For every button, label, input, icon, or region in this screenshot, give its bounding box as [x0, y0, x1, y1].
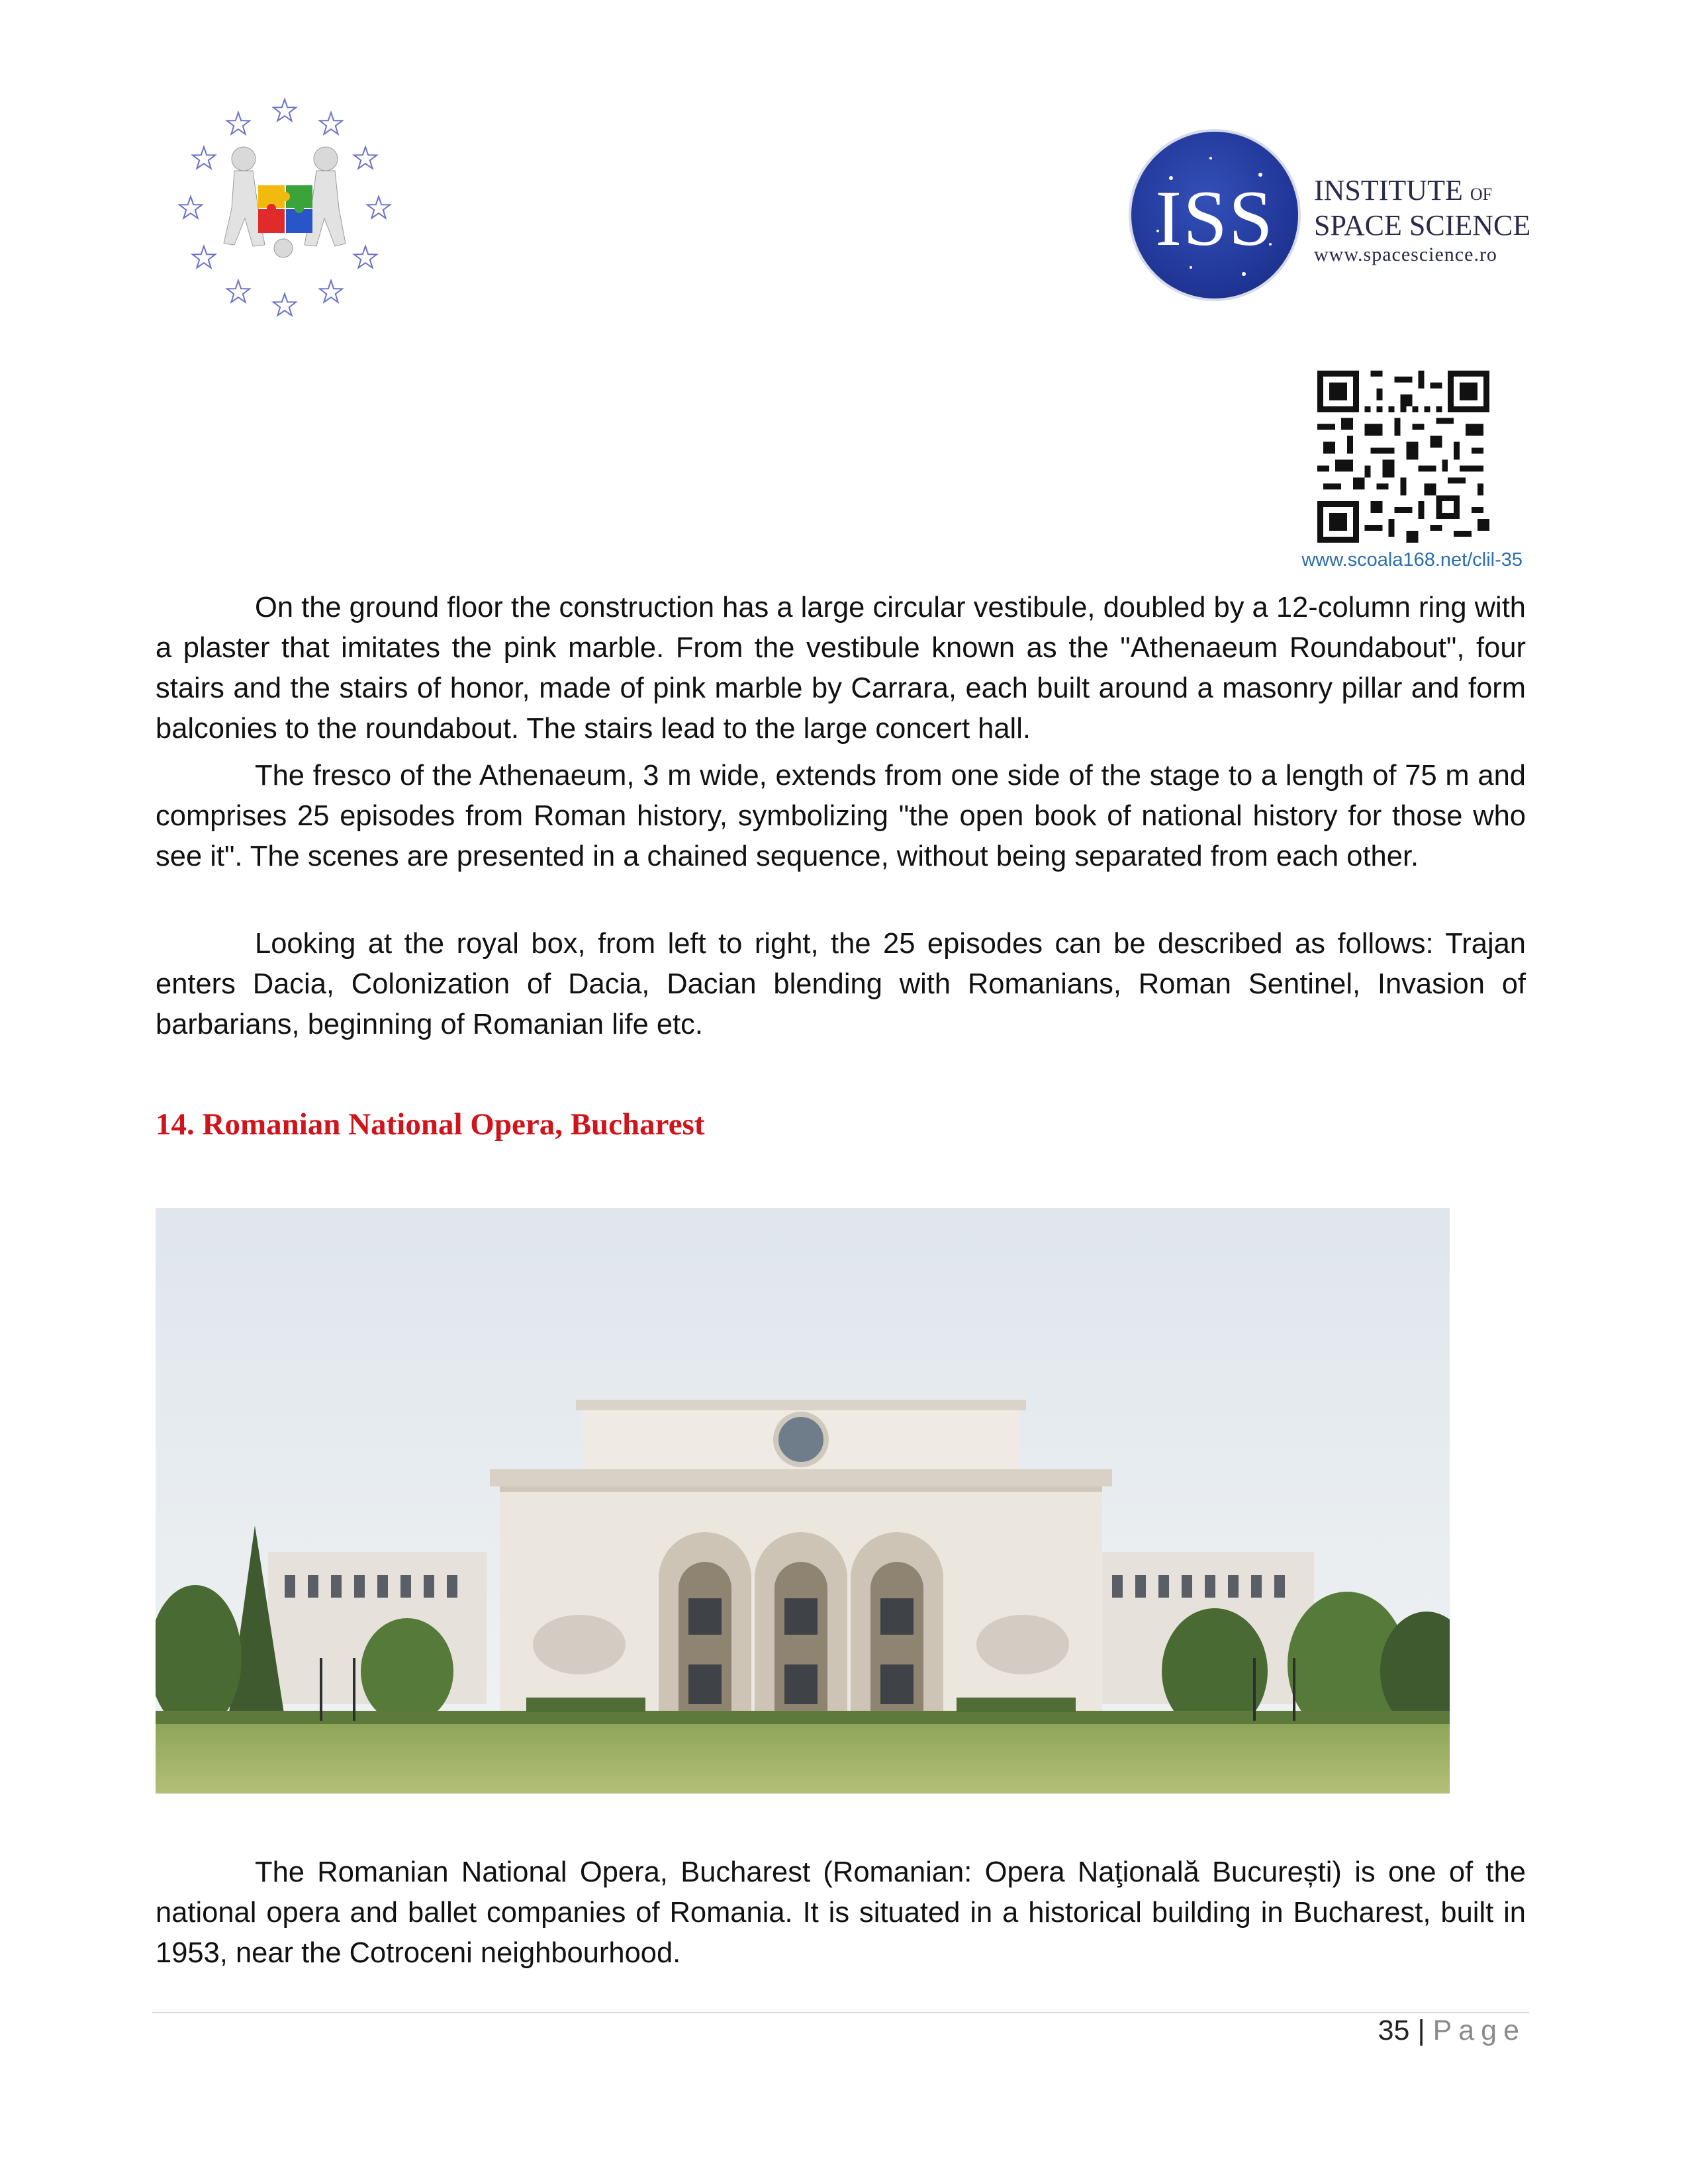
iss-name	[1314, 175, 1530, 268]
project-logo	[165, 93, 404, 331]
opera-building-photo-icon	[156, 1208, 1450, 1794]
qr-code-icon	[1317, 371, 1489, 543]
paragraph-opera: The Romanian National Opera, Bucharest (Romanian: Opera Naţională București) is one of the national opera and ballet companies of Romania. It is situated in a historical building in Bucharest, built in 1953, near the Cotroceni neighbourhood.	[156, 1856, 1526, 1969]
page-number	[1378, 2015, 1526, 2047]
page-word: Page	[1432, 2015, 1526, 2046]
iss-globe-icon	[1129, 129, 1301, 301]
iss-name-line1: INSTITUTE	[1314, 174, 1463, 206]
page-number-separator: |	[1417, 2015, 1425, 2046]
footer-divider	[152, 2012, 1529, 2013]
iss-initials: ISS	[1155, 174, 1274, 262]
paragraph-vestibule: On the ground floor the construction has a large circular vestibule, doubled by a 12-column ring with a plaster that imitates the pink marble. From the vestibule known as the "Athenaeum Roundabout", four stairs and the stairs of honor, made of pink marble by Carrara, each built around a masonry pillar and form balconies to the roundabout. The stairs lead to the large concert hall.	[156, 592, 1526, 745]
qr-caption-link[interactable]: www.scoala168.net/clil-35	[1301, 549, 1523, 570]
iss-name-of: OF	[1470, 185, 1493, 204]
puzzle-stars-logo-icon	[165, 93, 404, 331]
iss-url: www.spacescience.ro	[1314, 244, 1497, 265]
qr-code[interactable]	[1317, 371, 1489, 543]
paragraph-fresco: The fresco of the Athenaeum, 3 m wide, extends from one side of the stage to a length of 75 m and comprises 25 episodes from Roman history, symbolizing "the open book of national history for those who see it". The scenes are presented in a chained sequence, without being separated from each other.	[156, 760, 1526, 872]
paragraph-episodes: Looking at the royal box, from left to right, the 25 episodes can be described as follows: Trajan enters Dacia, Colonization of Dacia, Dacian blending with Romanians, Roman Sentinel, Invasion of barbarians, beginning of Romanian life etc.	[156, 928, 1526, 1040]
section-heading: 14. Romanian National Opera, Bucharest	[156, 1107, 705, 1142]
page-number-value: 35	[1378, 2015, 1410, 2046]
opera-photo	[156, 1208, 1450, 1794]
iss-logo	[1129, 129, 1539, 301]
iss-name-line2: SPACE SCIENCE	[1314, 209, 1531, 242]
